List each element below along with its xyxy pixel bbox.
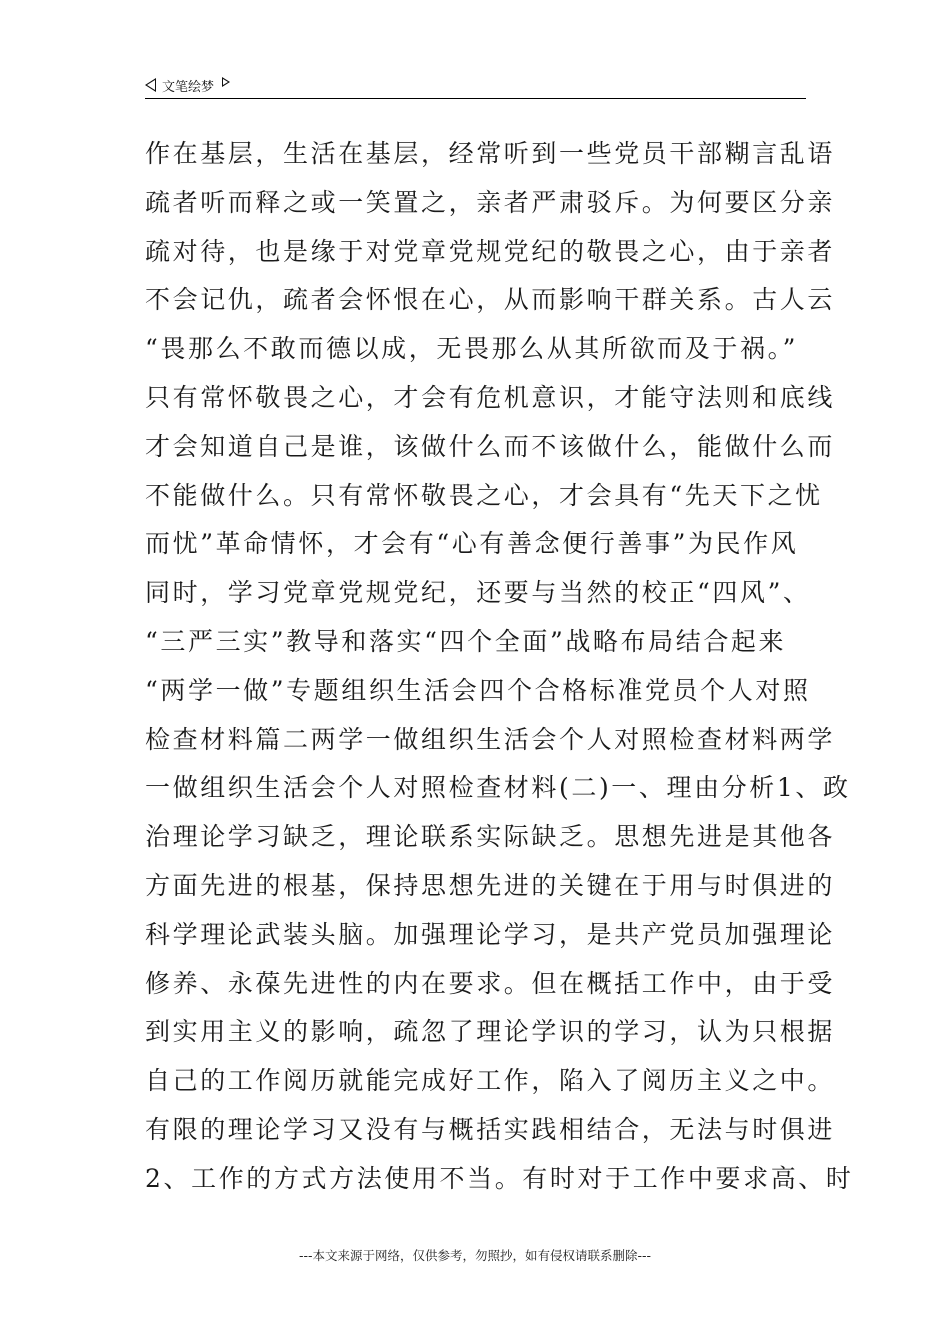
- text-line: 一做组织生活会个人对照检查材料(二)一、理由分析1、政: [145, 773, 851, 803]
- text-line: 疏者听而释之或一笑置之，亲者严肃驳斥。为何要区分亲: [145, 187, 836, 217]
- left-triangle-icon: [145, 78, 156, 92]
- header-title: 文笔绘梦: [162, 79, 215, 95]
- text-line: 才会知道自己是谁，该做什么而不该做什么，能做什么而: [145, 431, 836, 461]
- text-line: 检查材料篇二两学一做组织生活会个人对照检查材料两学: [145, 724, 836, 754]
- text-line: 同时，学习党章党规党纪，还要与当然的校正“四风”、: [145, 578, 811, 608]
- text-line: 而忧”革命情怀，才会有“心有善念便行善事”为民作风: [145, 529, 799, 559]
- text-line: 不能做什么。只有常怀敬畏之心，才会具有“先天下之忧: [145, 480, 823, 510]
- text-line: “三严三实”教导和落实“四个全面”战略布局结合起来: [145, 626, 787, 656]
- text-line: “畏那么不敢而德以成，无畏那么从其所欲而及于祸。”: [145, 334, 799, 364]
- footer-disclaimer: ---本文来源于网络，仅供参考，勿照抄，如有侵权请联系删除---: [298, 1248, 652, 1263]
- text-line: 不会记仇，疏者会怀恨在心，从而影响干群关系。古人云: [145, 285, 836, 315]
- text-line: 疏对待，也是缘于对党章党规党纪的敬畏之心，由于亲者: [145, 236, 836, 266]
- text-line: 2、工作的方式方法使用不当。有时对于工作中要求高、时: [145, 1163, 854, 1193]
- text-line: 到实用主义的影响，疏忽了理论学识的学习，认为只根据: [145, 1017, 836, 1047]
- document-body: [145, 130, 854, 1204]
- right-triangle-icon: [222, 77, 230, 87]
- text-line: 科学理论武装头脑。加强理论学习，是共产党员加强理论: [145, 919, 836, 949]
- text-line: 自己的工作阅历就能完成好工作，陷入了阅历主义之中。: [145, 1066, 836, 1096]
- text-line: 修养、永葆先进性的内在要求。但在概括工作中，由于受: [145, 968, 836, 998]
- text-line: “两学一做”专题组织生活会四个合格标准党员个人对照: [145, 675, 811, 705]
- text-line: 只有常怀敬畏之心，才会有危机意识，才能守法则和底线: [145, 382, 836, 412]
- page-header: [145, 74, 806, 99]
- text-line: 作在基层，生活在基层，经常听到一些党员干部糊言乱语: [145, 139, 836, 168]
- text-line: 有限的理论学习又没有与概括实践相结合，无法与时俱进: [145, 1114, 836, 1144]
- text-line: 方面先进的根基，保持思想先进的关键在于用与时俱进的: [145, 870, 836, 900]
- text-line: 治理论学习缺乏，理论联系实际缺乏。思想先进是其他各: [145, 822, 836, 852]
- header-brand: [145, 74, 230, 96]
